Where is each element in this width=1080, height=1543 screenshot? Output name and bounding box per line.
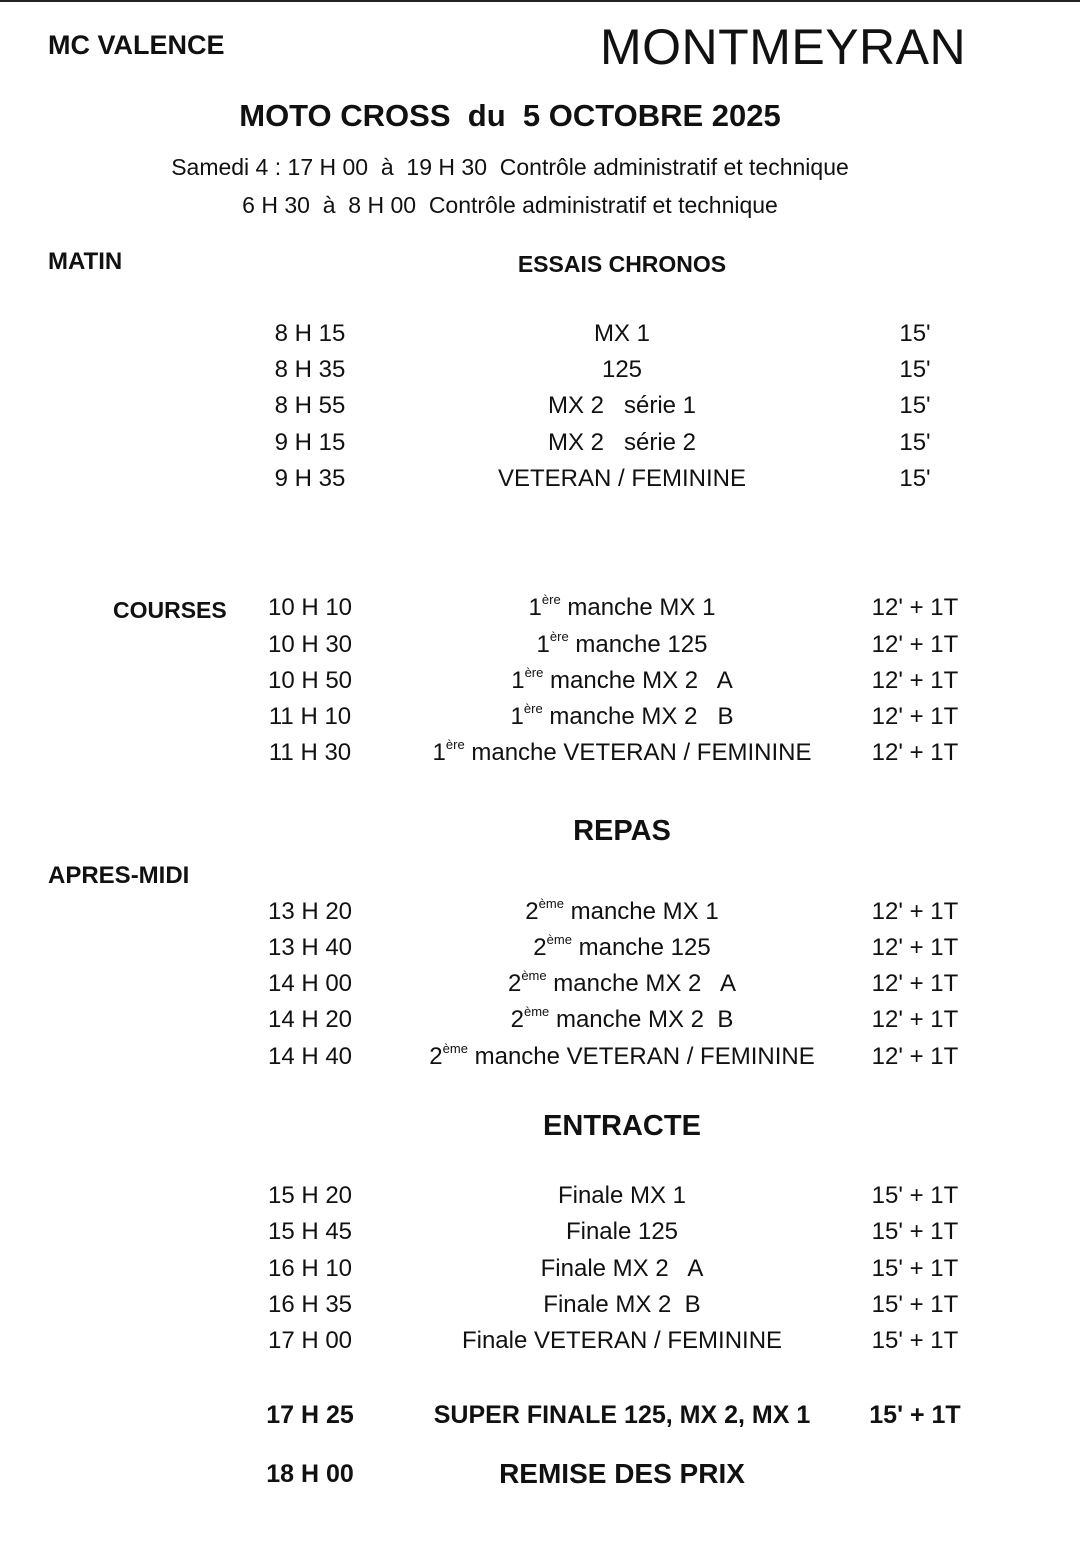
row-event: 1ère manche MX 2 A	[511, 665, 733, 694]
row-event: 1ère manche MX 1	[528, 592, 716, 621]
schedule-row	[0, 320, 1080, 354]
row-duration: 15' + 1T	[871, 1182, 959, 1209]
row-event: 1ère manche 125	[536, 629, 708, 658]
row-duration: 15' + 1T	[869, 1401, 961, 1429]
row-event: 2ème manche 125	[533, 932, 711, 961]
schedule-row	[0, 465, 1080, 499]
schedule-row	[0, 392, 1080, 426]
row-event: Finale MX 2 A	[540, 1255, 704, 1282]
row-duration: 15' + 1T	[871, 1291, 959, 1318]
schedule-row	[0, 594, 1080, 628]
schedule-row	[0, 970, 1080, 1004]
row-event: 2ème manche MX 2 A	[507, 968, 737, 997]
intermission-heading: ENTRACTE	[543, 1110, 701, 1142]
row-time: 17 H 00	[267, 1327, 353, 1354]
row-duration: 15'	[899, 465, 931, 492]
row-duration: 12' + 1T	[871, 631, 959, 658]
row-time: 13 H 20	[267, 898, 353, 925]
lunch-heading: REPAS	[573, 815, 671, 847]
row-duration: 12' + 1T	[871, 1006, 959, 1033]
row-event: VETERAN / FEMININE	[497, 465, 747, 492]
prize-giving-row	[0, 1458, 1080, 1492]
row-time: 16 H 35	[267, 1291, 353, 1318]
row-duration: 12' + 1T	[871, 898, 959, 925]
schedule-row	[0, 1327, 1080, 1361]
row-duration: 12' + 1T	[871, 667, 959, 694]
row-event: Finale MX 2 B	[543, 1291, 701, 1318]
schedule-row	[0, 739, 1080, 773]
schedule-row	[0, 1043, 1080, 1077]
schedule-line-saturday: Samedi 4 : 17 H 00 à 19 H 30 Contrôle administratif et technique	[171, 154, 849, 180]
row-time: 14 H 40	[267, 1043, 353, 1070]
club-name: MC VALENCE	[48, 30, 225, 60]
row-event: SUPER FINALE 125, MX 2, MX 1	[433, 1401, 811, 1429]
qualifying-heading: ESSAIS CHRONOS	[517, 251, 727, 277]
schedule-row	[0, 667, 1080, 701]
row-time: 18 H 00	[266, 1460, 354, 1488]
super-final-row	[0, 1401, 1080, 1435]
row-event: MX 1	[593, 320, 650, 347]
row-event: 1ère manche MX 2 B	[510, 701, 734, 730]
row-time: 16 H 10	[267, 1255, 353, 1282]
row-event: MX 2 série 2	[547, 429, 697, 456]
row-event: Finale 125	[565, 1218, 679, 1245]
afternoon-label: APRES-MIDI	[48, 862, 190, 889]
schedule-row	[0, 703, 1080, 737]
row-event: 125	[601, 356, 643, 383]
schedule-row	[0, 934, 1080, 968]
row-time: 11 H 10	[268, 703, 352, 730]
row-time: 15 H 45	[267, 1218, 353, 1245]
row-duration: 12' + 1T	[871, 970, 959, 997]
row-time: 11 H 30	[268, 739, 352, 766]
row-duration: 15'	[899, 392, 931, 419]
row-event: REMISE DES PRIX	[499, 1458, 745, 1489]
morning-label: MATIN	[48, 248, 123, 275]
row-event: 1ère manche VETERAN / FEMININE	[432, 737, 812, 766]
row-time: 8 H 55	[274, 392, 346, 419]
races-label: COURSES	[113, 597, 227, 623]
row-time: 15 H 20	[267, 1182, 353, 1209]
schedule-row	[0, 898, 1080, 932]
row-time: 9 H 15	[274, 429, 346, 456]
row-time: 8 H 35	[274, 356, 346, 383]
row-event: Finale VETERAN / FEMININE	[461, 1327, 783, 1354]
row-duration: 15'	[899, 320, 931, 347]
schedule-row	[0, 1255, 1080, 1289]
row-duration: 12' + 1T	[871, 703, 959, 730]
row-duration: 15' + 1T	[871, 1327, 959, 1354]
schedule-row	[0, 1006, 1080, 1040]
row-event: 2ème manche MX 2 B	[510, 1004, 734, 1033]
row-time: 10 H 30	[267, 631, 353, 658]
venue-name: MONTMEYRAN	[600, 19, 967, 75]
row-time: 14 H 20	[267, 1006, 353, 1033]
row-event: MX 2 série 1	[547, 392, 697, 419]
schedule-row	[0, 631, 1080, 665]
event-title: MOTO CROSS du 5 OCTOBRE 2025	[239, 98, 781, 133]
row-event: Finale MX 1	[557, 1182, 687, 1209]
row-time: 10 H 10	[267, 594, 353, 621]
schedule-row	[0, 1218, 1080, 1252]
row-duration: 12' + 1T	[871, 1043, 959, 1070]
row-time: 13 H 40	[267, 934, 353, 961]
row-event: 2ème manche VETERAN / FEMININE	[429, 1041, 815, 1070]
row-time: 10 H 50	[267, 667, 353, 694]
row-duration: 15'	[899, 429, 931, 456]
row-duration: 15' + 1T	[871, 1218, 959, 1245]
row-time: 8 H 15	[274, 320, 346, 347]
schedule-row	[0, 1291, 1080, 1325]
schedule-row	[0, 429, 1080, 463]
schedule-row	[0, 1182, 1080, 1216]
row-time: 17 H 25	[266, 1401, 354, 1429]
schedule-line-sunday: 6 H 30 à 8 H 00 Contrôle administratif et technique	[242, 192, 778, 218]
row-time: 14 H 00	[267, 970, 353, 997]
row-duration: 12' + 1T	[871, 739, 959, 766]
row-duration: 15'	[899, 356, 931, 383]
row-time: 9 H 35	[274, 465, 346, 492]
row-duration: 15' + 1T	[871, 1255, 959, 1282]
row-duration: 12' + 1T	[871, 594, 959, 621]
top-border	[0, 0, 1080, 2]
row-duration: 12' + 1T	[871, 934, 959, 961]
schedule-row	[0, 356, 1080, 390]
row-event: 2ème manche MX 1	[525, 896, 719, 925]
